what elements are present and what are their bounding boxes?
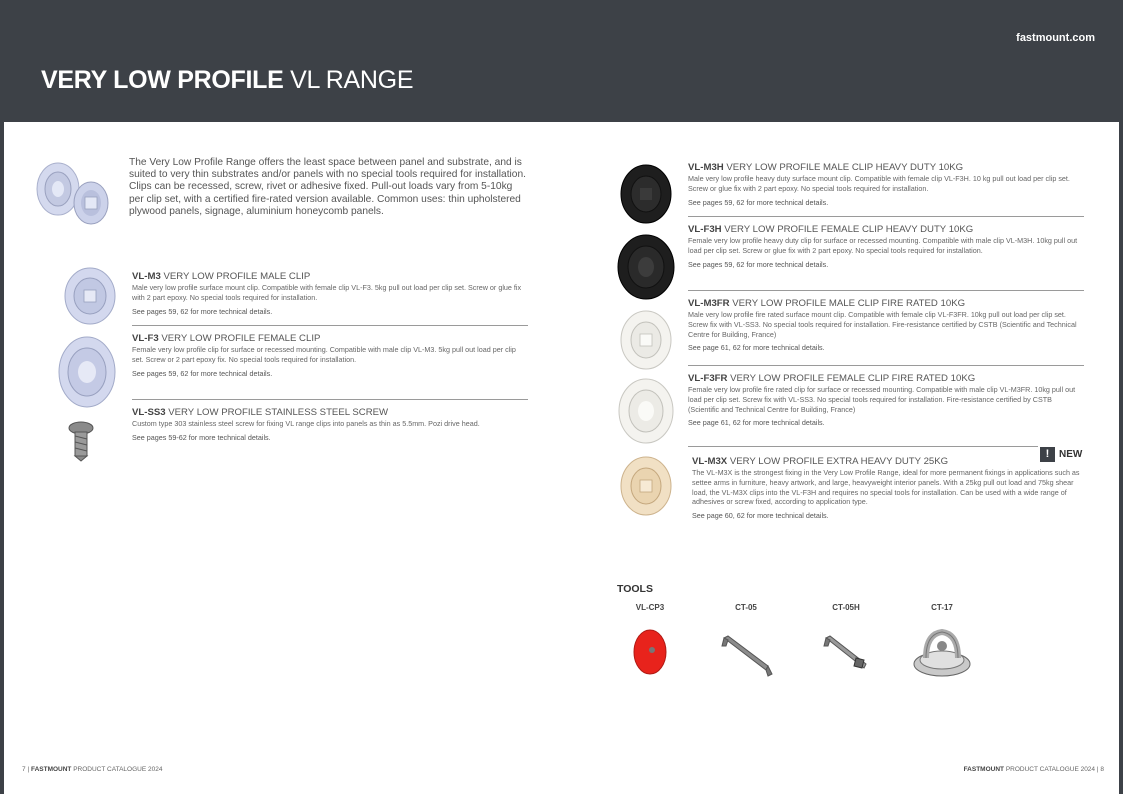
product-heading	[688, 373, 1080, 384]
product-vl-f3	[132, 333, 522, 378]
product-description: Male very low profile fire rated surface mount clip. Compatible with female clip VL-F3FR. 10kg pull out load per clip set. Screw fix with VL-SS3. No special tools required for installation. Fire-resistance certified by CSTB (Scientific and Technical Centre for Building, France)	[688, 310, 1077, 339]
product-description: Male very low profile heavy duty surface mount clip. Compatible with female clip VL-F3H. 10 kg pull out load per clip set. Screw or glue fix with 2 part epoxy. No special tools required for installation.	[688, 174, 1070, 193]
tool-name: VL-CP3	[635, 603, 665, 612]
divider	[688, 446, 1038, 447]
product-name: VERY LOW PROFILE FEMALE CLIP HEAVY DUTY 10KG	[721, 224, 974, 235]
product-name: VERY LOW PROFILE FEMALE CLIP FIRE RATED 10KG	[727, 373, 976, 384]
product-code: VL-F3FR	[688, 373, 728, 384]
product-reference: See pages 59-62 for more technical details.	[132, 432, 271, 442]
title-rest: VL RANGE	[283, 66, 414, 94]
tool-ct-05	[716, 603, 776, 687]
product-vl-m3x	[692, 456, 1084, 521]
vl-ss3-screw-image	[65, 420, 97, 462]
product-vl-m3fr	[688, 298, 1080, 353]
product-code: VL-M3H	[688, 162, 724, 173]
page-title	[41, 66, 413, 95]
product-vl-f3fr	[688, 373, 1080, 428]
product-description: The VL-M3X is the strongest fixing in the Very Low Profile Range, ideal for more permanent fixings in applications such as settee arms in furniture, heavy artwork, and large, heavyweight interior panels. With a 25kg pull out load and 75kg shear load, the VL-M3X clips into the VL-F3H and requires no special tools for installation. Can be used with a wide range of adhesives or screw fixed, according to application type.	[692, 468, 1080, 507]
product-reference: See pages 59, 62 for more technical details.	[132, 368, 273, 378]
vl-m3fr-image	[617, 308, 675, 372]
red-disc-tool-icon	[622, 612, 678, 682]
new-label: NEW	[1059, 449, 1083, 460]
product-vl-f3h	[688, 224, 1080, 269]
product-code: VL-F3	[132, 333, 159, 344]
product-name: VERY LOW PROFILE STAINLESS STEEL SCREW	[165, 407, 389, 418]
product-code: VL-M3X	[692, 456, 728, 467]
product-vl-m3	[132, 271, 522, 316]
tool-name: CT-17	[931, 603, 953, 612]
footer-right	[964, 766, 1104, 773]
product-heading	[132, 271, 522, 282]
vl-m3-image	[60, 265, 120, 327]
tool-ct-05h	[818, 603, 874, 687]
bracket-tool-icon	[818, 612, 874, 682]
divider	[688, 216, 1084, 217]
tools-heading: TOOLS	[617, 583, 653, 595]
product-reference: See pages 59, 62 for more technical details.	[688, 197, 829, 207]
footer-separator: |	[27, 766, 30, 773]
product-code: VL-M3FR	[688, 298, 730, 309]
footer-brand: FASTMOUNT	[30, 766, 72, 773]
product-vl-ss3	[132, 407, 522, 443]
product-description: Female very low profile heavy duty clip for surface or recessed mounting. Compatible with male clip VL-M3H. 10kg pull out load per clip set. Screw or glue fix with 2 part epoxy. No special tools required for installation.	[688, 236, 1078, 255]
product-code: VL-F3H	[688, 224, 722, 235]
vl-m3x-image	[617, 454, 675, 518]
product-description: Female very low profile clip for surface or recessed mounting. Compatible with male clip VL-M3. 5kg pull out load per clip set. Screw or 2 part epoxy fix. No special tools required for installation.	[132, 345, 516, 364]
suction-cup-tool-icon	[910, 612, 974, 682]
tool-name: CT-05	[735, 603, 757, 612]
product-reference: See page 60, 62 for more technical details.	[692, 511, 829, 521]
vl-f3fr-image	[615, 376, 677, 446]
product-name: VERY LOW PROFILE EXTRA HEAVY DUTY 25KG	[727, 456, 949, 467]
product-reference: See page 61, 62 for more technical details.	[688, 418, 825, 428]
product-reference: See page 61, 62 for more technical details.	[688, 343, 825, 353]
tool-name: CT-05H	[832, 603, 860, 612]
vl-m3h-image	[617, 162, 675, 226]
intro-clips-image	[25, 155, 115, 235]
footer-separator: |	[1096, 766, 1099, 773]
tool-ct-17	[910, 603, 974, 687]
tool-vl-cp3	[622, 603, 678, 687]
footer-catalogue: PRODUCT CATALOGUE 2024	[71, 766, 163, 773]
site-url[interactable]: fastmount.com	[1016, 32, 1095, 44]
footer-brand: FASTMOUNT	[963, 766, 1005, 773]
product-reference: See pages 59, 62 for more technical details.	[132, 306, 273, 316]
page-number: 8	[1100, 766, 1104, 773]
product-name: VERY LOW PROFILE MALE CLIP FIRE RATED 10KG	[729, 298, 966, 309]
product-name: VERY LOW PROFILE MALE CLIP HEAVY DUTY 10KG	[723, 162, 964, 173]
divider	[132, 399, 528, 400]
product-description: Male very low profile surface mount clip. Compatible with female clip VL-F3. 5kg pull out load per clip set. Screw or glue fix with 2 part epoxy. No special tools required for installation.	[132, 283, 522, 302]
product-heading	[132, 333, 522, 344]
intro-text: The Very Low Profile Range offers the least space between panel and substrate, and is suited to very thin substrates and/or panels with no special tools required for installation. Clips can be recessed, screw, rivet or adhesive fixed. Pull-out loads vary from 5-10kg per clip set, with a certified fire-rated version available. Common uses: thin upholstered plywood panels, signage, aluminium honeycomb panels.	[129, 157, 526, 217]
footer-catalogue: PRODUCT CATALOGUE 2024	[1004, 766, 1096, 773]
exclamation-icon: !	[1040, 447, 1055, 462]
bracket-tool-icon	[716, 612, 776, 682]
product-heading	[132, 407, 522, 418]
product-code: VL-M3	[132, 271, 161, 282]
product-vl-m3h	[688, 162, 1080, 207]
product-heading	[692, 456, 1084, 467]
footer-left	[22, 766, 162, 773]
product-heading	[688, 162, 1080, 173]
product-heading	[688, 224, 1080, 235]
divider	[688, 365, 1084, 366]
header-bar	[0, 0, 1123, 122]
divider	[688, 290, 1084, 291]
product-description: Custom type 303 stainless steel screw for fixing VL range clips into panels as thin as 5.5mm. Pozi drive head.	[132, 419, 480, 428]
product-name: VERY LOW PROFILE MALE CLIP	[160, 271, 311, 282]
product-description: Female very low profile fire rated clip for surface or recessed mounting. Compatible with male clip VL-M3FR. 10kg pull out load per clip set. Screw fix with VL-SS3. No special tools required for installation. Fire-resistance certified by CSTB (Scientific and Technical Centre for Building, France)	[688, 385, 1076, 414]
page-number: 7	[22, 766, 26, 773]
divider	[132, 325, 528, 326]
title-bold: VERY LOW PROFILE	[41, 66, 284, 94]
product-name: VERY LOW PROFILE FEMALE CLIP	[158, 333, 321, 344]
vl-f3-image	[55, 334, 120, 414]
product-reference: See pages 59, 62 for more technical details.	[688, 259, 829, 269]
product-heading	[688, 298, 1080, 309]
product-code: VL-SS3	[132, 407, 166, 418]
vl-f3h-image	[614, 232, 678, 302]
